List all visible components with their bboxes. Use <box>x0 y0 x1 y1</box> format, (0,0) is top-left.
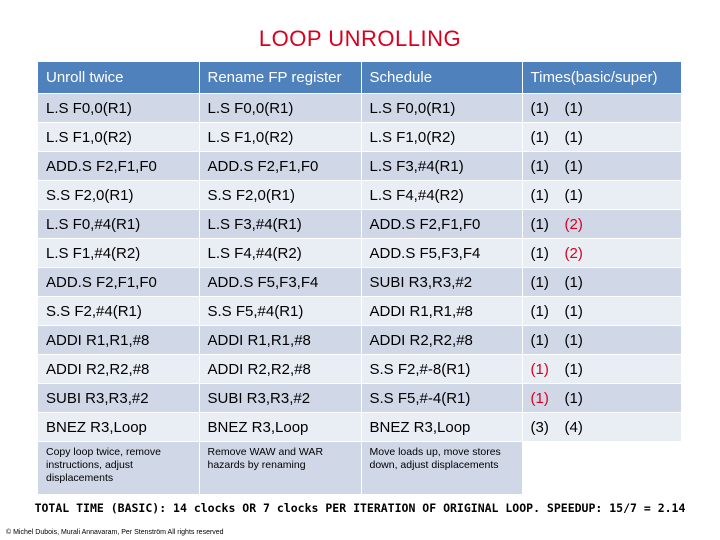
instruction-cell: L.S F3,#4(R1) <box>361 152 522 181</box>
times-cell <box>522 355 681 384</box>
time-super: (2) <box>564 215 583 233</box>
instruction-cell: SUBI R3,R3,#2 <box>361 268 522 297</box>
table-row <box>38 413 681 442</box>
instruction-cell: L.S F1,0(R2) <box>199 123 361 152</box>
table-row <box>38 355 681 384</box>
instruction-cell: L.S F1,0(R2) <box>38 123 199 152</box>
table-row <box>38 210 681 239</box>
table-row <box>38 94 681 123</box>
instruction-cell: BNEZ R3,Loop <box>361 413 522 442</box>
instruction-cell: L.S F1,#4(R2) <box>38 239 199 268</box>
copyright-notice: © Michel Dubois, Murali Annavaram, Per Stenström All rights reserved <box>6 529 224 536</box>
instruction-cell: BNEZ R3,Loop <box>199 413 361 442</box>
time-basic: (1) <box>530 331 549 349</box>
note-cell: Copy loop twice, remove instructions, adjust displacements <box>38 442 199 495</box>
instruction-cell: SUBI R3,R3,#2 <box>199 384 361 413</box>
table-row <box>38 297 681 326</box>
instruction-cell: ADDI R1,R1,#8 <box>199 326 361 355</box>
time-super: (1) <box>564 302 583 320</box>
times-cell <box>522 268 681 297</box>
instruction-cell: L.S F4,#4(R2) <box>199 239 361 268</box>
instruction-cell: S.S F2,#-8(R1) <box>361 355 522 384</box>
instruction-cell: ADDI R1,R1,#8 <box>361 297 522 326</box>
instruction-cell: ADD.S F2,F1,F0 <box>361 210 522 239</box>
time-super: (1) <box>564 389 583 407</box>
header-unroll-twice: Unroll twice <box>38 62 199 94</box>
instruction-cell: ADDI R2,R2,#8 <box>361 326 522 355</box>
table-row <box>38 239 681 268</box>
instruction-cell: L.S F1,0(R2) <box>361 123 522 152</box>
instruction-cell: ADD.S F5,F3,F4 <box>361 239 522 268</box>
instruction-cell: L.S F4,#4(R2) <box>361 181 522 210</box>
table-row <box>38 268 681 297</box>
table-header-row <box>38 62 681 94</box>
header-rename-fp-register: Rename FP register <box>199 62 361 94</box>
table-row <box>38 123 681 152</box>
time-basic: (1) <box>530 273 549 291</box>
empty-cell <box>522 442 681 495</box>
time-super: (1) <box>564 128 583 146</box>
time-super: (4) <box>564 418 583 436</box>
times-cell <box>522 94 681 123</box>
time-super: (2) <box>564 244 583 262</box>
instruction-cell: ADD.S F2,F1,F0 <box>199 152 361 181</box>
time-super: (1) <box>564 360 583 378</box>
instruction-cell: ADDI R1,R1,#8 <box>38 326 199 355</box>
instruction-cell: L.S F0,0(R1) <box>199 94 361 123</box>
times-cell <box>522 384 681 413</box>
table-row <box>38 326 681 355</box>
time-super: (1) <box>564 99 583 117</box>
instruction-cell: L.S F3,#4(R1) <box>199 210 361 239</box>
time-super: (1) <box>564 273 583 291</box>
instruction-cell: ADD.S F5,F3,F4 <box>199 268 361 297</box>
time-super: (1) <box>564 157 583 175</box>
note-cell: Move loads up, move stores down, adjust displacements <box>361 442 522 495</box>
time-basic: (1) <box>530 302 549 320</box>
instruction-cell: L.S F0,0(R1) <box>38 94 199 123</box>
header-schedule: Schedule <box>361 62 522 94</box>
times-cell <box>522 181 681 210</box>
table-row <box>38 181 681 210</box>
instruction-cell: S.S F2,0(R1) <box>38 181 199 210</box>
time-basic: (1) <box>530 360 549 378</box>
instruction-cell: S.S F5,#-4(R1) <box>361 384 522 413</box>
times-cell <box>522 210 681 239</box>
instruction-cell: L.S F0,#4(R1) <box>38 210 199 239</box>
time-basic: (1) <box>530 215 549 233</box>
times-cell <box>522 152 681 181</box>
time-super: (1) <box>564 186 583 204</box>
times-cell <box>522 297 681 326</box>
time-basic: (3) <box>530 418 549 436</box>
instruction-cell: L.S F0,0(R1) <box>361 94 522 123</box>
loop-unrolling-table <box>38 62 682 494</box>
times-cell <box>522 413 681 442</box>
instruction-cell: ADDI R2,R2,#8 <box>38 355 199 384</box>
instruction-cell: S.S F5,#4(R1) <box>199 297 361 326</box>
total-time-summary: TOTAL TIME (BASIC): 14 clocks OR 7 clocks PER ITERATION OF ORIGINAL LOOP. SPEEDUP: 15/7 = 2.14 <box>34 501 686 515</box>
instruction-cell: S.S F2,0(R1) <box>199 181 361 210</box>
table-row <box>38 384 681 413</box>
table-row <box>38 152 681 181</box>
time-basic: (1) <box>530 186 549 204</box>
times-cell <box>522 326 681 355</box>
time-basic: (1) <box>530 244 549 262</box>
instruction-cell: ADD.S F2,F1,F0 <box>38 152 199 181</box>
time-basic: (1) <box>530 157 549 175</box>
time-basic: (1) <box>530 128 549 146</box>
notes-row <box>38 442 681 495</box>
instruction-cell: ADD.S F2,F1,F0 <box>38 268 199 297</box>
instruction-cell: S.S F2,#4(R1) <box>38 297 199 326</box>
times-cell <box>522 123 681 152</box>
time-basic: (1) <box>530 99 549 117</box>
instruction-cell: ADDI R2,R2,#8 <box>199 355 361 384</box>
instruction-cell: SUBI R3,R3,#2 <box>38 384 199 413</box>
times-cell <box>522 239 681 268</box>
slide-title: LOOP UNROLLING <box>258 26 462 51</box>
header-times: Times(basic/super) <box>522 62 681 94</box>
note-cell: Remove WAW and WAR hazards by renaming <box>199 442 361 495</box>
instruction-cell: BNEZ R3,Loop <box>38 413 199 442</box>
time-basic: (1) <box>530 389 549 407</box>
time-super: (1) <box>564 331 583 349</box>
